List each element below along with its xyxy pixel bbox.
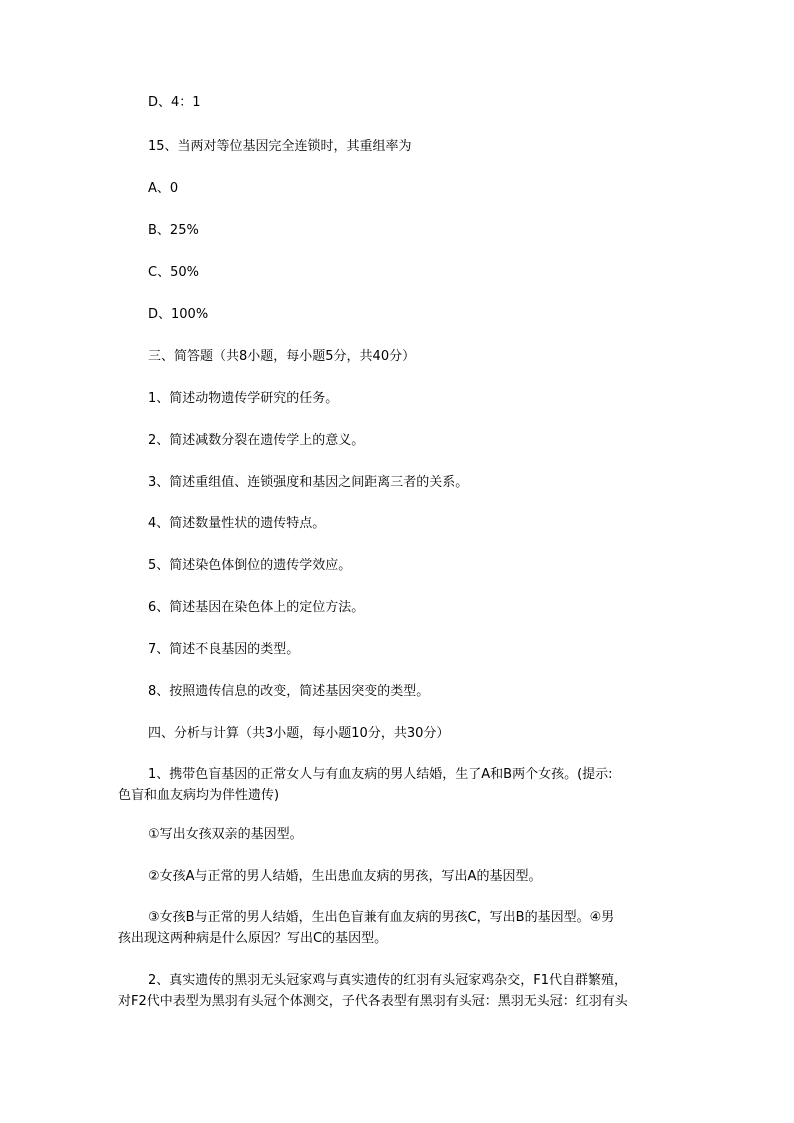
analysis-2-line-2: 对F2代中表型为黑羽有头冠个体测交，子代各表型有黑羽有头冠：黑羽无头冠：红羽有头: [118, 994, 628, 1009]
analysis-1-line-2: 色盲和血友病均为伴性遗传): [118, 788, 280, 803]
analysis-1-sub-3-line-2: 孩出现这两种病是什么原因？写出C的基因型。: [118, 931, 388, 946]
analysis-1-line-1: 1、携带色盲基因的正常女人与有血友病的男人结婚，生了A和B两个女孩。(提示:: [148, 767, 613, 782]
analysis-1-sub-1: ①写出女孩双亲的基因型。: [148, 827, 303, 842]
short-answer-5: 5、简述染色体倒位的遗传学效应。: [148, 558, 352, 573]
analysis-2-line-1: 2、真实遗传的黑羽无头冠家鸡与真实遗传的红羽有头冠家鸡杂交，F1代自群繁殖，: [148, 973, 628, 988]
option-d: D、100%: [148, 307, 209, 322]
option-d-q14: D、4：1: [148, 95, 201, 110]
option-c: C、50%: [148, 265, 199, 280]
section-heading-short-answer: 三、简答题（共8小题，每小题5分，共40分）: [148, 349, 416, 364]
option-a: A、0: [148, 181, 179, 196]
section-heading-analysis: 四、分析与计算（共3小题，每小题10分，共30分）: [148, 726, 450, 741]
short-answer-1: 1、简述动物遗传学研究的任务。: [148, 391, 339, 406]
short-answer-4: 4、简述数量性状的遗传特点。: [148, 516, 326, 531]
short-answer-2: 2、简述减数分裂在遗传学上的意义。: [148, 433, 365, 448]
option-b: B、25%: [148, 223, 199, 238]
short-answer-7: 7、简述不良基因的类型。: [148, 642, 300, 657]
short-answer-3: 3、简述重组值、连锁强度和基因之间距离三者的关系。: [148, 475, 469, 490]
question-15: 15、当两对等位基因完全连锁时，其重组率为: [148, 139, 412, 154]
short-answer-8: 8、按照遗传信息的改变，简述基因突变的类型。: [148, 684, 430, 699]
analysis-1-sub-3-line-1: ③女孩B与正常的男人结婚，生出色盲兼有血友病的男孩C，写出B的基因型。④男: [148, 910, 615, 925]
short-answer-6: 6、简述基因在染色体上的定位方法。: [148, 600, 365, 615]
analysis-1-sub-2: ②女孩A与正常的男人结婚，生出患血友病的男孩，写出A的基因型。: [148, 869, 542, 884]
